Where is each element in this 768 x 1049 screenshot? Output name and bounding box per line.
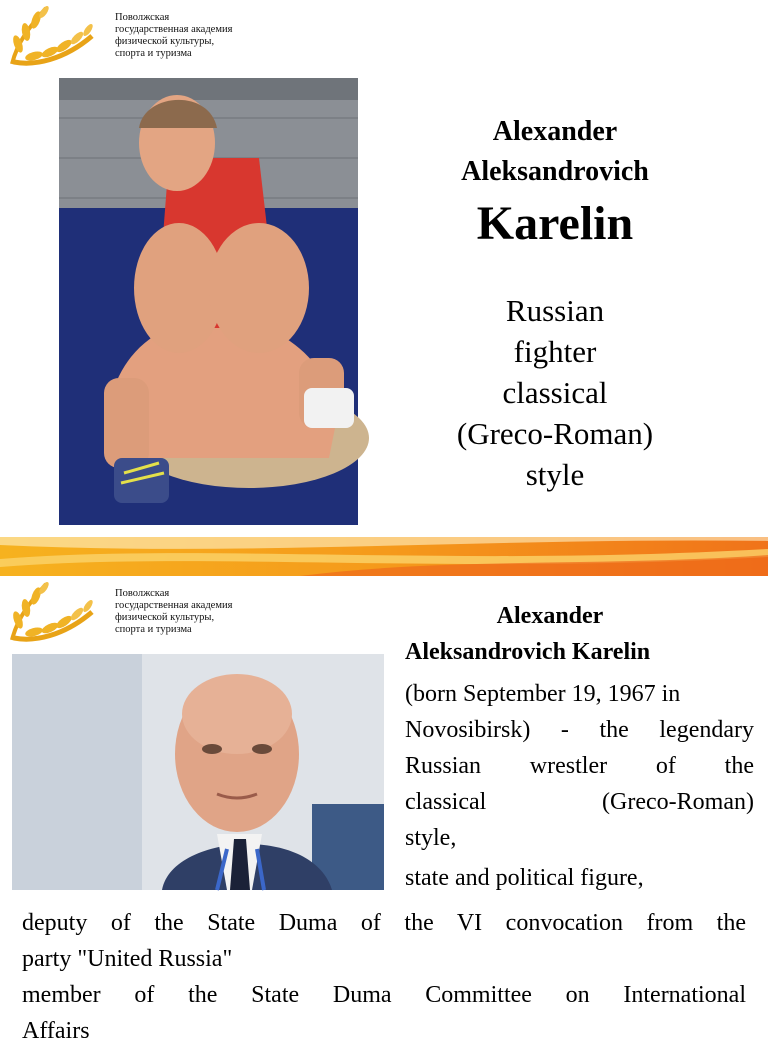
description-line: style [525, 457, 585, 492]
career-text [22, 905, 746, 1049]
organization-name [115, 12, 285, 60]
laurel-logo-icon [4, 4, 96, 70]
organization-name [115, 588, 285, 636]
title-line: Aleksandrovich Karelin [405, 639, 651, 665]
description-line: Russian [505, 293, 605, 328]
bio-line: style, [405, 825, 457, 851]
slide-2 [0, 576, 768, 1044]
wrestler-photo [59, 78, 358, 525]
bio-line: Novosibirsk) - the legendary [405, 717, 754, 743]
org-line: спорта и туризма [115, 624, 192, 635]
org-line: спорта и туризма [115, 48, 192, 59]
slide2-title [405, 598, 755, 670]
biography-text [405, 676, 754, 856]
career-line: deputy of the State Duma of the VI convocation from the [22, 910, 746, 936]
org-line: государственная академия [115, 600, 233, 611]
org-line: физической культуры, [115, 36, 215, 47]
org-line: государственная академия [115, 24, 233, 35]
career-line: member of the State Duma Committee on International [22, 982, 746, 1008]
org-line: Поволжская [115, 588, 170, 599]
org-line: физической культуры, [115, 612, 215, 623]
slide1-description [405, 290, 705, 495]
description-line: (Greco-Roman) [456, 416, 654, 451]
career-line: party "United Russia" [22, 946, 233, 972]
slide1-title [405, 112, 705, 256]
description-line: classical [502, 375, 608, 410]
karelin-portrait-photo [12, 654, 384, 890]
bio-line: (born September 19, 1967 in [405, 681, 681, 707]
surname: Karelin [476, 197, 634, 250]
description-line: fighter [513, 334, 597, 369]
laurel-logo-icon [4, 580, 96, 646]
bio-line: Russian wrestler of the [405, 753, 754, 779]
state-figure-line: state and political figure, [405, 865, 644, 891]
first-name: Alexander [492, 116, 618, 147]
title-line: Alexander [496, 603, 604, 629]
decorative-band [0, 537, 768, 576]
org-line: Поволжская [115, 12, 170, 23]
bio-line: classical (Greco-Roman) [405, 789, 754, 815]
career-line: Affairs [22, 1018, 90, 1044]
patronymic: Aleksandrovich [461, 156, 649, 187]
